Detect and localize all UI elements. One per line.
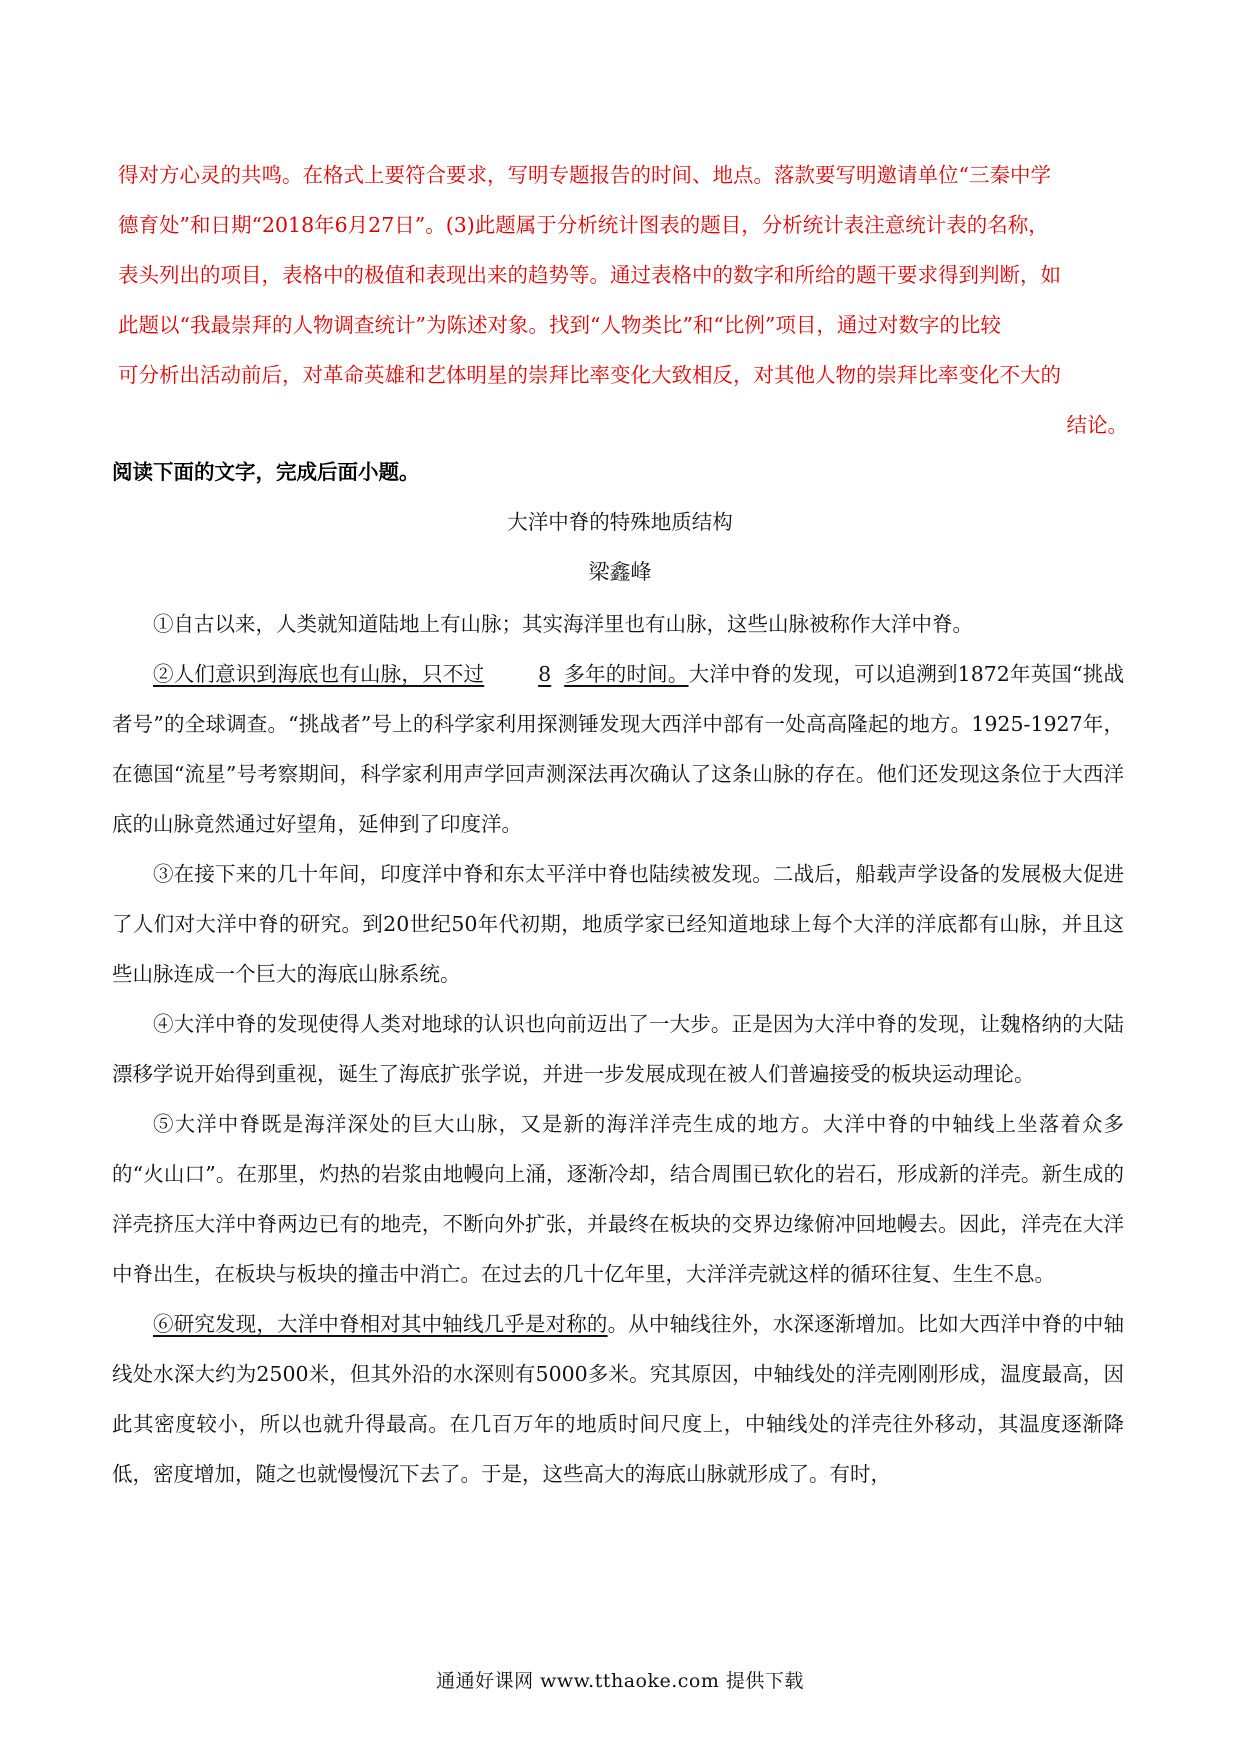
paragraph-3: ③在接下来的几十年间，印度洋中脊和东太平洋中脊也陆续被发现。二战后，船载声学设备的发展极大促进了人们对大洋中脊的研究。到20世纪50年代初期，地质学家已经知道地球上每个大洋的洋底都有山脉，并且这些山脉连成一个巨大的海底山脉系统。 (112, 862, 1124, 986)
underlined-sentence: ②人们意识到海底也有山脉，只不过 (153, 662, 485, 686)
answer-line: 得对方心灵的共鸣。在格式上要符合要求，写明专题报告的时间、地点。落款要写明邀请单位“三秦中学 (118, 163, 1051, 187)
reading-instruction: 阅读下面的文字，完成后面小题。 (112, 460, 420, 484)
paragraph-2 (112, 649, 1124, 849)
paragraph-6 (112, 1299, 1124, 1499)
answer-line: 结论。 (1066, 413, 1128, 437)
paragraph-1: ①自古以来，人类就知道陆地上有山脉；其实海洋里也有山脉，这些山脉被称作大洋中脊。 (153, 612, 973, 636)
paragraph-6-text: 。从中轴线往外，水深逐渐增加。比如大西洋中脊的中轴线处水深大约为2500米，但其外沿的水深则有5000多米。究其原因，中轴线处的洋壳刚刚形成，温度最高，因此其密度较小，所以也就升得最高。在几百万年的地质时间尺度上，中轴线处的洋壳往外移动，其温度逐渐降低，密度增加，随之也就慢慢沉下去了。于是，这些高大的海底山脉就形成了。有时， (112, 1312, 1125, 1486)
answer-line: 可分析出活动前后，对革命英雄和艺体明星的崇拜比率变化大致相反，对其他人物的崇拜比率变化不大的 (118, 363, 1061, 387)
underlined-sentence-end: 多年的时间。 (564, 662, 689, 686)
article-body (112, 599, 1124, 1499)
answer-line: 表头列出的项目，表格中的极值和表现出来的趋势等。通过表格中的数字和所给的题干要求得到判断，如 (118, 263, 1061, 287)
answer-line: 德育处”和日期“2018年6月27日”。(3)此题属于分析统计图表的题目，分析统计表注意统计表的名称， (118, 213, 1049, 237)
page-footer: 通通好课网 www.tthaoke.com 提供下载 (436, 1670, 804, 1692)
answer-line: 此题以“我最崇拜的人物调查统计”为陈述对象。找到“人物类比”和“比例”项目，通过对数字的比较 (118, 313, 1001, 337)
underlined-sentence: ⑥研究发现，大洋中脊相对其中轴线几乎是对称的 (153, 1312, 608, 1336)
article-title: 大洋中脊的特殊地质结构 (507, 510, 733, 534)
fill-blank: 8 (538, 662, 552, 686)
paragraph-5: ⑤大洋中脊既是海洋深处的巨大山脉，又是新的海洋洋壳生成的地方。大洋中脊的中轴线上坐落着众多的“火山口”。在那里，灼热的岩浆由地幔向上涌，逐渐冷却，结合周围已软化的岩石，形成新的洋壳。新生成的洋壳挤压大洋中脊两边已有的地壳，不断向外扩张，并最终在板块的交界边缘俯冲回地幔去。因此，洋壳在大洋中脊出生，在板块与板块的撞击中消亡。在过去的几十亿年里，大洋洋壳就这样的循环往复、生生不息。 (112, 1112, 1124, 1286)
answer-explanation (118, 150, 1128, 450)
article-author: 梁鑫峰 (588, 560, 652, 584)
paragraph-2-text: 大洋中脊的发现，可以追溯到1872年英国“挑战者号”的全球调查。“挑战者”号上的科学家利用探测锤发现大西洋中部有一处高高隆起的地方。1925-1927年，在德国“流星”号考察期间，科学家利用声学回声测深法再次确认了这条山脉的存在。他们还发现这条位于大西洋底的山脉竟然通过好望角，延伸到了印度洋。 (112, 662, 1125, 836)
paragraph-4: ④大洋中脊的发现使得人类对地球的认识也向前迈出了一大步。正是因为大洋中脊的发现，让魏格纳的大陆漂移学说开始得到重视，诞生了海底扩张学说，并进一步发展成现在被人们普遍接受的板块运动理论。 (112, 1012, 1124, 1086)
